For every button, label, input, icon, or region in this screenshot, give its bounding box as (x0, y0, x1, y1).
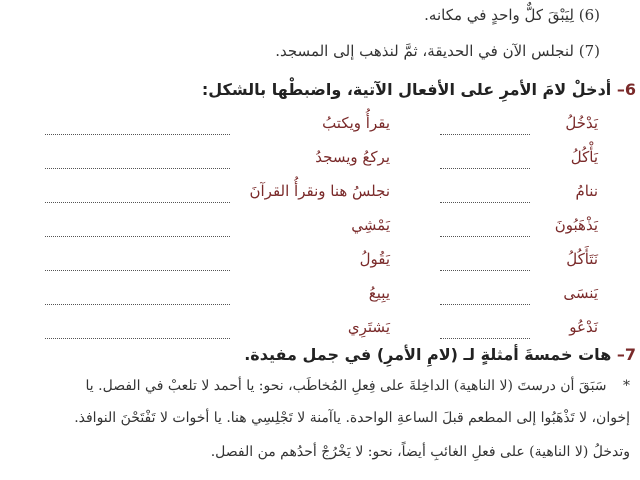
note-text: سَبَقَ أن درستَ (لا الناهية) الداخِلةَ على فِعلِ المُخاطَب، نحو: يا أحمد لا تلعبْ في الفصل. يا (85, 378, 607, 394)
exercise-row (0, 114, 640, 140)
note-line-1 (0, 378, 630, 394)
item-text: لِيَبْقَ كلٌّ واحدٍ في مكانه. (424, 6, 574, 24)
verb-b: يَشتَرِي (347, 318, 390, 336)
verb-a: يَأْكُلُ (570, 148, 598, 166)
verb-b: يبِيعُ (368, 284, 390, 302)
exercise-row (0, 250, 640, 276)
exercise-row (0, 216, 640, 242)
note-text: إخوان، لا تَذْهَبُوا إلى المطعم قبلَ الساعةِ الواحدة. ياآمنة لا تَجْلِسِي هنا. يا أخوات لا تَفْتَحْنَ النوافذ. (74, 410, 630, 426)
exercise-7-heading (0, 345, 636, 364)
answer-blank[interactable] (45, 168, 230, 169)
answer-blank[interactable] (440, 270, 530, 271)
verb-a: نَتَأَكُلُ (566, 250, 598, 268)
answer-blank[interactable] (440, 236, 530, 237)
note-line-2 (0, 410, 630, 426)
exercise-number: 6– (616, 80, 636, 99)
exercise-row (0, 182, 640, 208)
answer-blank[interactable] (440, 304, 530, 305)
exercise-row (0, 318, 640, 344)
item-6 (0, 6, 600, 24)
answer-blank[interactable] (45, 304, 230, 305)
note-text: وتدخلُ (لا الناهية) على فعلِ الغائبِ أيضاً، نحو: لا يَخْرُجْ أحدُهم من الفصل. (210, 444, 630, 460)
answer-blank[interactable] (440, 202, 530, 203)
verb-b: يَقُولُ (359, 250, 390, 268)
exercise-row (0, 148, 640, 174)
answer-blank[interactable] (440, 338, 530, 339)
answer-blank[interactable] (45, 236, 230, 237)
answer-blank[interactable] (440, 134, 530, 135)
verb-b: نجلسُ هنا ونقرأُ القرآنَ (249, 182, 390, 200)
answer-blank[interactable] (45, 134, 230, 135)
exercise-6-heading (0, 80, 636, 99)
item-7 (0, 42, 600, 60)
answer-blank[interactable] (45, 202, 230, 203)
exercise-title: هات خمسةَ أمثلةٍ لـ (لامِ الأمرِ) في جمل مفيدة. (244, 345, 612, 364)
answer-blank[interactable] (440, 168, 530, 169)
item-text: لنجلس الآن في الحديقة، ثمَّ لنذهب إلى المسجد. (275, 42, 574, 60)
answer-blank[interactable] (45, 270, 230, 271)
exercise-number: 7– (616, 345, 636, 364)
bullet-icon: * (623, 378, 630, 394)
verb-a: نَدْعُو (569, 318, 598, 336)
exercise-row (0, 284, 640, 310)
item-number: (7) (578, 42, 600, 60)
item-number: (6) (578, 6, 600, 24)
verb-a: يَدْخُلُ (565, 114, 598, 132)
verb-a: ننامُ (575, 182, 598, 200)
exercise-title: أدخلْ لامَ الأمرِ على الأفعال الآتية، واضبطْها بالشكل: (201, 80, 612, 99)
verb-a: يَنسَى (563, 284, 598, 302)
verb-a: يَذْهَبُونَ (554, 216, 598, 234)
verb-b: يَمْشِي (351, 216, 390, 234)
answer-blank[interactable] (45, 338, 230, 339)
verb-b: يقرأُ ويكتبُ (322, 114, 390, 132)
verb-b: يركعُ ويسجدُ (315, 148, 390, 166)
note-line-3 (0, 444, 630, 460)
